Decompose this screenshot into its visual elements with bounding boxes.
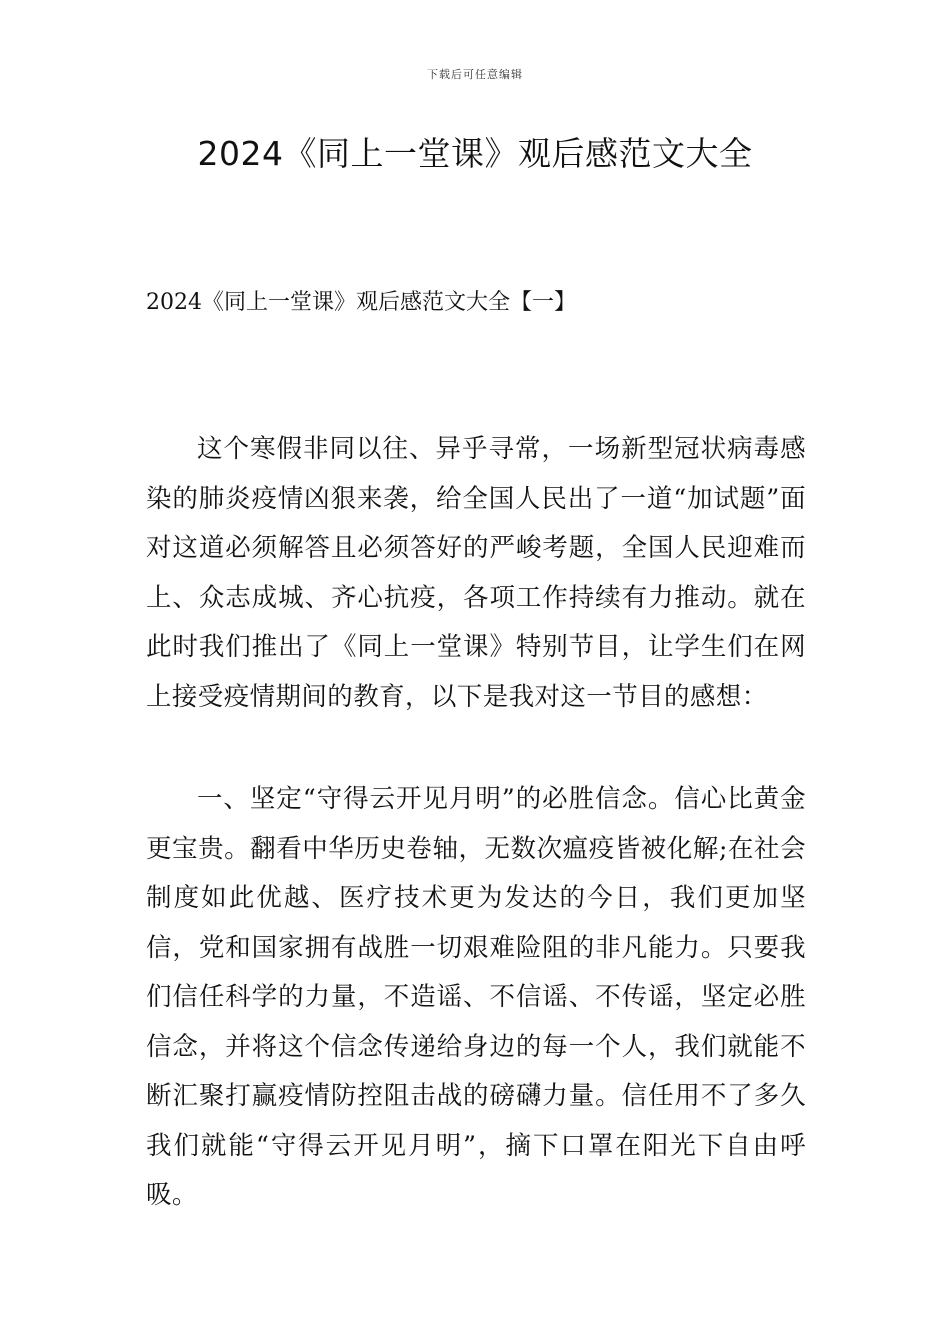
- section-heading: 2024《同上一堂课》观后感范文大全【一】: [146, 290, 576, 315]
- body-paragraph-block-1: [146, 425, 806, 722]
- body-paragraph-1: 这个寒假非同以往、异乎寻常，一场新型冠状病毒感染的肺炎疫情凶狠来袭，给全国人民出了一道“加试题”面对这道必须解答且必须答好的严峻考题，全国人民迎难而上、众志成城、齐心抗疫，各项工作持续有力推动。就在此时我们推出了《同上一堂课》特别节目，让学生们在网上接受疫情期间的教育，以下是我对这一节目的感想：: [146, 434, 806, 712]
- document-title: 2024《同上一堂课》观后感范文大全: [197, 134, 753, 173]
- body-paragraph-block-2: [146, 775, 806, 1221]
- header-note: 下载后可任意编辑: [427, 68, 523, 81]
- body-paragraph-2: 一、坚定“守得云开见月明”的必胜信念。信心比黄金更宝贵。翻看中华历史卷轴，无数次瘟疫皆被化解;在社会制度如此优越、医疗技术更为发达的今日，我们更加坚信，党和国家拥有战胜一切艰难险阻的非凡能力。只要我们信任科学的力量，不造谣、不信谣、不传谣，坚定必胜信念，并将这个信念传递给身边的每一个人，我们就能不断汇聚打赢疫情防控阻击战的磅礴力量。信任用不了多久我们就能“守得云开见月明”，摘下口罩在阳光下自由呼吸。: [146, 784, 806, 1210]
